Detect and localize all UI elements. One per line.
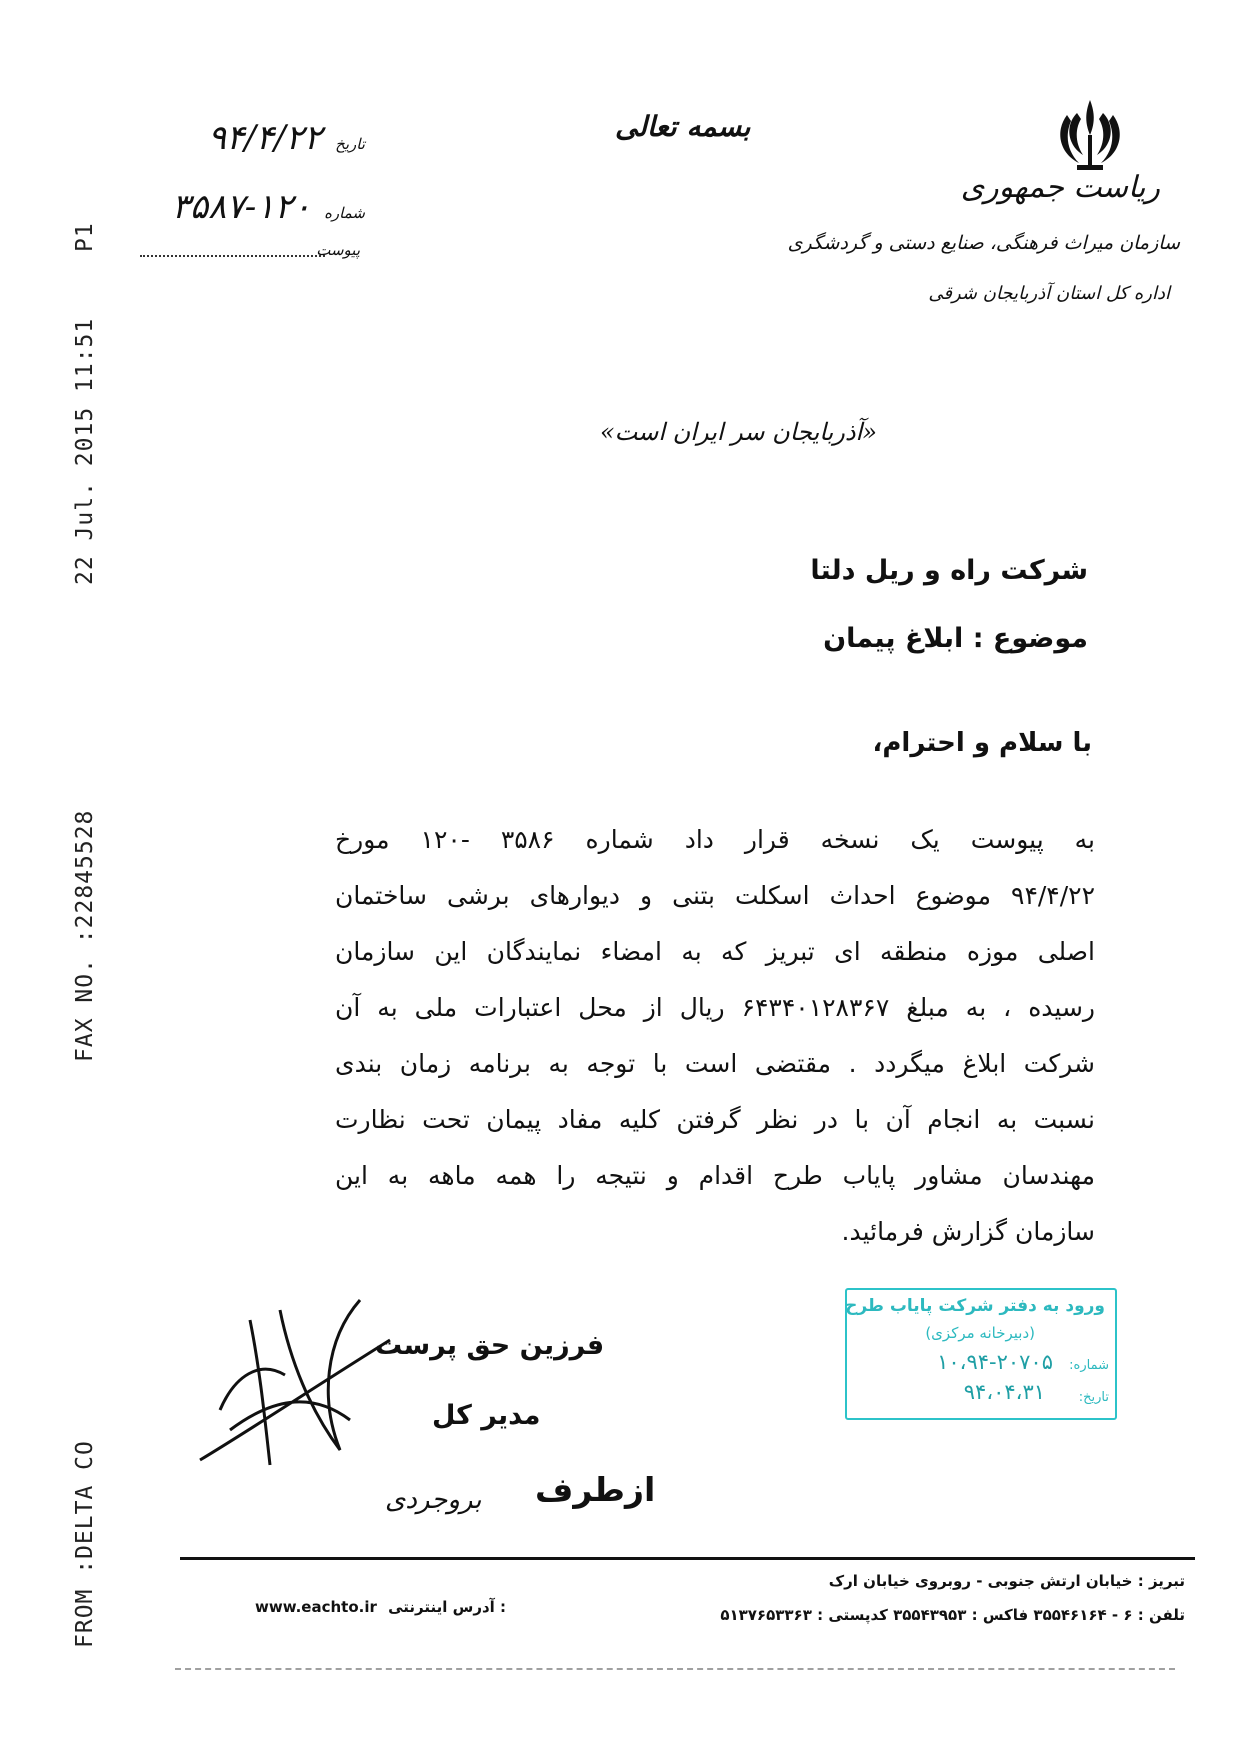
on-behalf-label: ازطرف (535, 1470, 656, 1509)
footer-web-label: آدرس اینترنتی : (388, 1598, 507, 1616)
stamp-number-label: شماره: (1069, 1358, 1109, 1373)
motto: «آذربایجان سر ایران است» (600, 418, 877, 446)
stamp-number-value: ۱۰،۹۴-۲۰۷۰۵ (937, 1350, 1053, 1374)
stamp-date-label: تاریخ: (1078, 1390, 1109, 1405)
footer-address: تبریز : خیابان ارتش جنوبی - روبروی خیابان ارک (828, 1572, 1185, 1590)
subject: موضوع : ابلاغ پیمان (823, 623, 1088, 654)
signatory-title: مدیر کل (432, 1400, 541, 1431)
body-line: شرکت ابلاغ میگردد . مقتضی است با توجه به برنامه زمان بندی (335, 1049, 1095, 1078)
body-line: نسبت به انجام آن با در نظر گرفتن کلیه مفاد پیمان تحت نظارت (335, 1105, 1095, 1134)
footer-phone: تلفن : ۶ - ۳۵۵۴۶۱۶۴ فاکس : ۳۵۵۴۳۹۵۳ کدپستی : ۵۱۳۷۶۵۳۳۶۳ (720, 1606, 1185, 1624)
letterhead-line3: اداره کل استان آذربایجان شرقی (928, 283, 1170, 304)
bottom-scan-line (175, 1668, 1175, 1670)
footer-web-url: www.eachto.ir (255, 1598, 377, 1616)
date-row (115, 118, 365, 158)
footer-divider (180, 1557, 1195, 1560)
stamp-line2: (دبیرخانه مرکزی) (925, 1324, 1035, 1342)
number-label: شماره (324, 204, 365, 222)
date-label: تاریخ (335, 135, 365, 153)
attach-row (300, 240, 360, 259)
number-value: ۱۲۰-۳۵۸۷ (171, 187, 311, 227)
fax-from: FROM :DELTA CO (72, 1440, 98, 1648)
stamp-date-value: ۹۴،۰۴،۳۱ (963, 1380, 1045, 1404)
attach-label: پیوست (316, 241, 360, 259)
letterhead-line1: ریاست جمهوری (960, 170, 1160, 205)
body-line: مهندسان مشاور پایاب طرح اقدام و نتیجه را همه ماهه به این (335, 1161, 1095, 1190)
fax-page: P1 (72, 222, 98, 252)
fax-number: FAX NO. :22845528 (72, 809, 98, 1062)
number-underline (140, 255, 325, 257)
bismillah: بسمه تعالی (615, 110, 751, 143)
signature-scribble (190, 1280, 430, 1470)
body-line: به پیوست یک نسخه قرار داد شماره ۳۵۸۶ -۱۲۰ مورخ (335, 825, 1096, 854)
number-row (100, 187, 365, 227)
stamp-line1: ورود به دفتر شرکت پایاب طرح (845, 1296, 1105, 1316)
letterhead-line2: سازمان میراث فرهنگی، صنایع دستی و گردشگری (787, 232, 1180, 254)
iran-emblem-icon (1055, 95, 1125, 175)
fax-timestamp: 22 Jul. 2015 11:51 (72, 317, 98, 585)
recipient: شرکت راه و ریل دلتا (810, 555, 1088, 586)
received-stamp (845, 1288, 1117, 1420)
handwritten-note: بروجردی (385, 1485, 482, 1515)
greeting: با سلام و احترام، (872, 728, 1092, 758)
body-paragraph (335, 812, 1095, 1260)
body-line: اصلی موزه منطقه ای تبریز که به امضاء نمایندگان این سازمان (335, 937, 1095, 966)
body-line: ۹۴/۴/۲۲ موضوع احداث اسکلت بتنی و دیوارهای برشی ساختمان (335, 881, 1095, 910)
body-line: رسیده ، به مبلغ ۶۴۳۴۰۱۲۸۳۶۷ ریال از محل اعتبارات ملی به آن (335, 993, 1095, 1022)
body-line: سازمان گزارش فرمائید. (841, 1217, 1095, 1246)
signatory-name: فرزین حق پرست (375, 1330, 605, 1361)
footer-web (255, 1598, 506, 1616)
date-value: ۹۴/۴/۲۲ (207, 118, 323, 158)
